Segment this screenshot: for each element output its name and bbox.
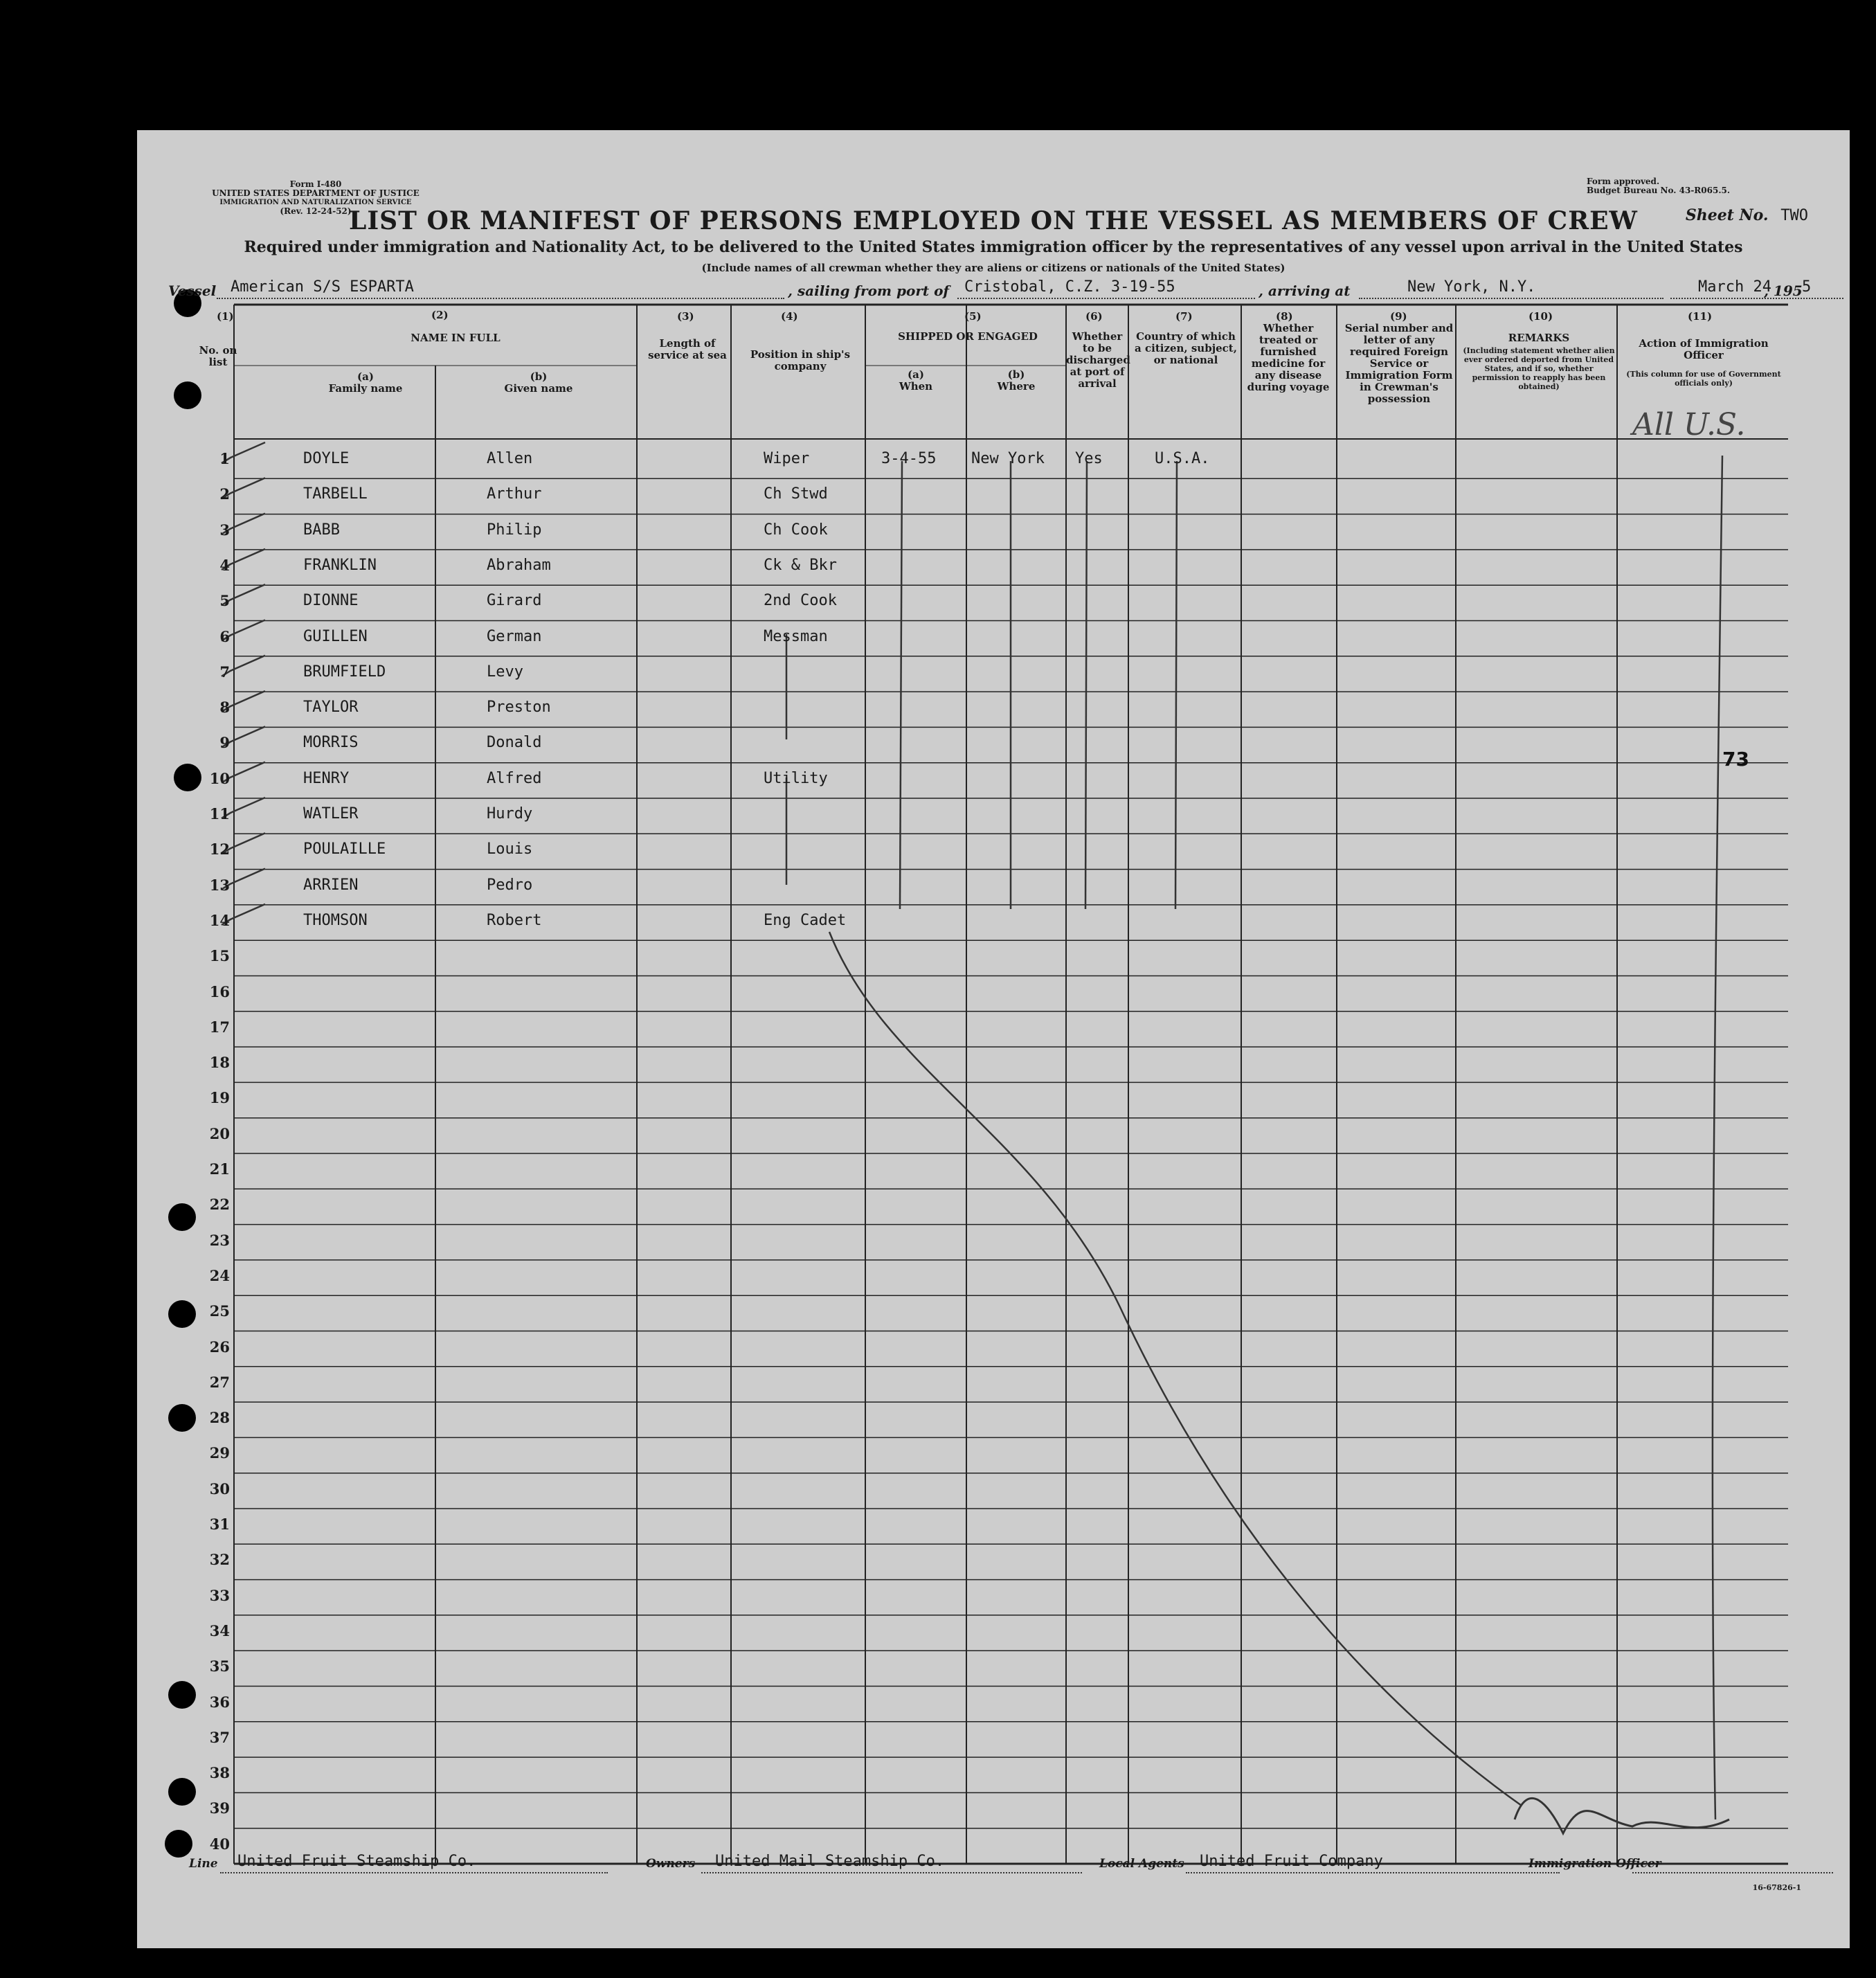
position: Eng Cadet bbox=[764, 911, 847, 929]
ditto-line bbox=[1175, 461, 1177, 909]
service-name: IMMIGRATION AND NATURALIZATION SERVICE bbox=[219, 199, 412, 206]
row-number: 17 bbox=[209, 1018, 230, 1036]
arriving-port: New York, N.Y. bbox=[1407, 278, 1536, 296]
line-label: Line bbox=[189, 1857, 218, 1871]
owners-label: Owners bbox=[646, 1857, 696, 1871]
col5a-letter: (a) bbox=[908, 368, 924, 381]
family-name: TAYLOR bbox=[303, 699, 359, 717]
col-country: Country of which a citizen, subject, or national bbox=[1135, 330, 1237, 366]
manifest-sheet bbox=[137, 130, 1850, 1948]
given-name: Girard bbox=[487, 592, 542, 610]
family-name: BABB bbox=[303, 521, 340, 539]
row-number: 26 bbox=[209, 1338, 230, 1356]
given-name: Levy bbox=[487, 663, 523, 681]
col5b-letter: (b) bbox=[1007, 368, 1025, 381]
year-digit: 5 bbox=[1802, 278, 1812, 296]
given-name: Abraham bbox=[487, 556, 551, 574]
row-number: 28 bbox=[209, 1409, 230, 1427]
col-shipped-or-engaged: SHIPPED OR ENGAGED bbox=[898, 330, 1038, 343]
row-number: 32 bbox=[209, 1551, 230, 1569]
owners-name: United Mail Steamship Co. bbox=[715, 1853, 945, 1870]
row-number: 19 bbox=[209, 1089, 230, 1107]
print-code: 16-67826-1 bbox=[1752, 1883, 1801, 1892]
row-number: 5 bbox=[219, 592, 230, 610]
row-number: 7 bbox=[219, 663, 230, 681]
sailing-label: , sailing from port of bbox=[788, 282, 950, 299]
row-number: 4 bbox=[219, 556, 230, 574]
row-number: 27 bbox=[209, 1373, 230, 1391]
budget-bureau-number: Budget Bureau No. 43-R065.5. bbox=[1587, 186, 1731, 195]
col-action-of-officer: Action of Immigration Officer bbox=[1639, 337, 1769, 361]
col1-number: (1) bbox=[217, 310, 234, 323]
row-number: 16 bbox=[209, 982, 230, 1000]
arriving-label: , arriving at bbox=[1259, 282, 1351, 299]
family-name: FRANKLIN bbox=[303, 556, 377, 574]
sheet-value: TWO bbox=[1780, 207, 1808, 224]
ditto-line bbox=[900, 461, 902, 909]
local-agents-label: Local Agents bbox=[1099, 1857, 1184, 1871]
family-name: MORRIS bbox=[303, 734, 359, 752]
col11-number: (11) bbox=[1688, 310, 1713, 323]
given-name: Philip bbox=[487, 521, 542, 539]
position: Ch Stwd bbox=[764, 485, 828, 503]
steamship-line: United Fruit Steamship Co. bbox=[237, 1853, 476, 1870]
position: Utility bbox=[764, 769, 828, 787]
row-number: 40 bbox=[209, 1835, 230, 1853]
vessel-name: American S/S ESPARTA bbox=[231, 278, 414, 296]
family-name: ARRIEN bbox=[303, 876, 359, 894]
row-number: 23 bbox=[209, 1231, 230, 1249]
sailing-port: Cristobal, C.Z. 3-19-55 bbox=[964, 278, 1175, 296]
given-name: Preston bbox=[487, 699, 551, 717]
local-agents-name: United Fruit Company bbox=[1200, 1853, 1383, 1870]
row-number: 15 bbox=[209, 947, 230, 965]
position: 2nd Cook bbox=[764, 592, 837, 610]
immigration-officer-label: Immigration Officer bbox=[1528, 1857, 1661, 1871]
row-number: 6 bbox=[219, 627, 230, 645]
given-name: Louis bbox=[487, 840, 533, 858]
given-name: German bbox=[487, 627, 542, 645]
row-number: 25 bbox=[209, 1302, 230, 1320]
row-number: 22 bbox=[209, 1196, 230, 1214]
col2b-letter: (b) bbox=[530, 370, 548, 383]
shipped-when: 3-4-55 bbox=[881, 450, 937, 467]
document-title: LIST OR MANIFEST OF PERSONS EMPLOYED ON THE VESSEL AS MEMBERS OF CREW bbox=[349, 206, 1638, 235]
row-number: 21 bbox=[209, 1160, 230, 1178]
family-name: DOYLE bbox=[303, 450, 350, 467]
row-number: 9 bbox=[219, 734, 230, 752]
position: Ch Cook bbox=[764, 521, 828, 539]
handwritten-all-us: All U.S. bbox=[1632, 407, 1746, 442]
col2a-letter: (a) bbox=[357, 370, 374, 383]
col5a-label: When bbox=[899, 380, 933, 393]
handwritten-number: 73 bbox=[1722, 748, 1749, 771]
col-remarks-note: (Including statement whether alien ever ordered deported from United States, and if so, whether permission to reapply has been obtained) bbox=[1463, 346, 1615, 391]
position: Wiper bbox=[764, 450, 810, 467]
col-position: Position in ship's company bbox=[750, 348, 851, 372]
row-number: 20 bbox=[209, 1124, 230, 1142]
sheet-label: Sheet No. bbox=[1685, 206, 1769, 224]
col-family-name bbox=[269, 371, 462, 395]
col-remarks: REMARKS bbox=[1508, 332, 1570, 344]
col2a-label: Family name bbox=[328, 382, 403, 395]
row-number: 18 bbox=[209, 1054, 230, 1072]
approval-line: Form approved. bbox=[1587, 177, 1660, 186]
col-name-in-full: NAME IN FULL bbox=[411, 332, 500, 344]
vessel-label: Vessel bbox=[168, 282, 217, 299]
row-number: 8 bbox=[219, 699, 230, 717]
row-number: 31 bbox=[209, 1516, 230, 1533]
col-where bbox=[968, 369, 1065, 393]
col-no-on-list: No. on list bbox=[199, 344, 237, 368]
col5b-label: Where bbox=[997, 380, 1036, 393]
inclusion-note: (Include names of all crewman whether they are aliens or citizens or nationals of the United States) bbox=[701, 262, 1286, 274]
col10-number: (10) bbox=[1528, 310, 1553, 323]
col-action-note: (This column for use of Government officials only) bbox=[1626, 370, 1781, 388]
col-length-of-service: Length of service at sea bbox=[648, 337, 727, 361]
arrival-date: March 24 bbox=[1698, 278, 1771, 296]
col5-number: (5) bbox=[964, 310, 982, 323]
requirement-statement: Required under immigration and Nationality Act, to be delivered to the United States immigration officer by the representatives of any vessel upon arrival in the United States bbox=[244, 238, 1743, 256]
col-given-name bbox=[438, 371, 639, 395]
footer-line bbox=[189, 1849, 1837, 1883]
given-name: Arthur bbox=[487, 485, 542, 503]
row-number: 2 bbox=[219, 485, 230, 503]
col-serial-number: Serial number and letter of any required Foreign Service or Immigration Form in Crewman's possession bbox=[1344, 322, 1454, 405]
family-name: GUILLEN bbox=[303, 627, 368, 645]
family-name: DIONNE bbox=[303, 592, 359, 610]
country: U.S.A. bbox=[1155, 450, 1210, 467]
row-number: 29 bbox=[209, 1444, 230, 1462]
col7-number: (7) bbox=[1175, 310, 1193, 323]
row-number: 39 bbox=[209, 1799, 230, 1817]
family-name: TARBELL bbox=[303, 485, 368, 503]
col8-number: (8) bbox=[1276, 310, 1293, 323]
given-name: Allen bbox=[487, 450, 533, 467]
row-number: 12 bbox=[209, 840, 230, 858]
ditto-line bbox=[1085, 461, 1087, 909]
position: Messman bbox=[764, 627, 828, 645]
col6-number: (6) bbox=[1085, 310, 1103, 323]
discharged: Yes bbox=[1075, 450, 1103, 467]
col-discharged: Whether to be discharged at port of arrival bbox=[1066, 330, 1130, 390]
row-number: 13 bbox=[209, 876, 230, 894]
manifest-grid bbox=[137, 130, 1850, 1948]
col-medicine: Whether treated or furnished medicine for any disease during voyage bbox=[1247, 322, 1330, 393]
given-name: Pedro bbox=[487, 876, 533, 894]
row-number: 11 bbox=[209, 805, 230, 822]
col2-number: (2) bbox=[431, 309, 449, 321]
row-number: 10 bbox=[209, 769, 230, 787]
row-number: 35 bbox=[209, 1657, 230, 1675]
col9-number: (9) bbox=[1390, 310, 1407, 323]
family-name: BRUMFIELD bbox=[303, 663, 386, 681]
given-name: Hurdy bbox=[487, 805, 533, 822]
col2b-label: Given name bbox=[504, 382, 573, 395]
col-when bbox=[871, 369, 961, 393]
given-name: Donald bbox=[487, 734, 542, 752]
family-name: THOMSON bbox=[303, 911, 368, 929]
form-number: Form I-480 bbox=[289, 179, 342, 189]
row-number: 36 bbox=[209, 1693, 230, 1711]
revision-date: (Rev. 12-24-52) bbox=[280, 206, 352, 216]
row-number: 1 bbox=[219, 450, 230, 467]
given-name: Alfred bbox=[487, 769, 542, 787]
cancel-line bbox=[829, 932, 1522, 1806]
family-name: WATLER bbox=[303, 805, 359, 822]
row-number: 3 bbox=[219, 521, 230, 539]
row-number: 14 bbox=[209, 911, 230, 929]
row-number: 38 bbox=[209, 1764, 230, 1782]
family-name: HENRY bbox=[303, 769, 350, 787]
shipped-where: New York bbox=[971, 450, 1045, 467]
row-number: 33 bbox=[209, 1586, 230, 1604]
col3-number: (3) bbox=[677, 310, 694, 323]
row-number: 24 bbox=[209, 1266, 230, 1284]
department-name: UNITED STATES DEPARTMENT OF JUSTICE bbox=[212, 188, 420, 198]
row-number: 34 bbox=[209, 1621, 230, 1639]
col4-number: (4) bbox=[781, 310, 798, 323]
row-number: 30 bbox=[209, 1480, 230, 1498]
given-name: Robert bbox=[487, 911, 542, 929]
family-name: POULAILLE bbox=[303, 840, 386, 858]
year-prefix: , 195 bbox=[1764, 282, 1803, 299]
row-number: 37 bbox=[209, 1728, 230, 1746]
position: Ck & Bkr bbox=[764, 556, 837, 574]
